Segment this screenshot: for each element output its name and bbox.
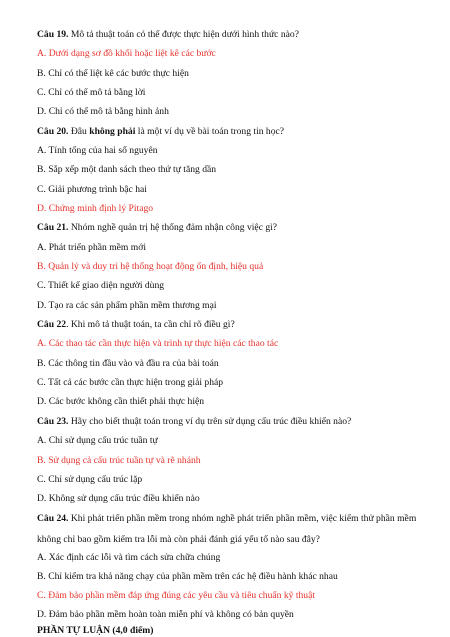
question-24-option-a: A. Xác định các lỗi và tìm cách sửa chữa chúng	[37, 552, 221, 563]
question-19-option-d: D. Chỉ có thể mô tả bằng hình ảnh	[37, 106, 169, 117]
question-24-stem: Câu 24. Khi phát triển phần mềm trong nhóm nghề phát triển phần mềm, việc kiểm thử phần mềm không chỉ bao gồm kiểm tra lỗi mà còn phải đánh giá yếu tố nào sau đây?	[37, 513, 417, 545]
question-21-option-c: C. Thiết kế giao diện người dùng	[37, 280, 165, 291]
question-22-option-d: D. Các bước không cần thiết phải thực hiện	[37, 396, 205, 407]
question-19-stem: Câu 19. Mô tả thuật toán có thể được thực hiện dưới hình thức nào?	[37, 29, 299, 40]
question-23-option-c: C. Chỉ sử dụng cấu trúc lặp	[37, 474, 143, 485]
question-22-option-a: A. Các thao tác cần thực hiện và trình tự thực hiện các thao tác	[37, 338, 279, 349]
question-20-option-d: D. Chứng minh định lý Pitago	[37, 203, 154, 214]
question-20-option-a: A. Tính tổng của hai số nguyên	[37, 145, 158, 156]
question-22-option-c: C. Tất cả các bước cần thực hiện trong giải pháp	[37, 377, 224, 388]
question-20-option-c: C. Giải phương trình bậc hai	[37, 184, 147, 195]
question-23-option-b: B. Sử dụng cả cấu trúc tuần tự và rẽ nhánh	[37, 455, 201, 466]
question-24-option-b: B. Chỉ kiểm tra khả năng chạy của phần mềm trên các hệ điều hành khác nhau	[37, 571, 338, 582]
question-22-option-b: B. Các thông tin đầu vào và đầu ra của bài toán	[37, 358, 219, 369]
question-23-option-a: A. Chỉ sử dụng cấu trúc tuần tự	[37, 435, 158, 446]
question-21-option-a: A. Phát triển phần mềm mới	[37, 242, 146, 253]
question-21-stem: Câu 21. Nhóm nghề quản trị hệ thống đảm nhận công việc gì?	[37, 222, 278, 233]
question-23-option-d: D. Không sử dụng cấu trúc điều khiển nào	[37, 493, 200, 504]
question-19-option-c: C. Chỉ có thể mô tả bằng lời	[37, 87, 146, 98]
question-19-option-a: A. Dưới dạng sơ đồ khối hoặc liệt kê các bước	[37, 48, 216, 59]
question-20-option-b: B. Sắp xếp một danh sách theo thứ tự tăng dần	[37, 164, 217, 175]
question-23-stem: Câu 23. Hãy cho biết thuật toán trong ví dụ trên sử dụng cấu trúc điều khiển nào?	[37, 416, 352, 427]
question-21-option-b: B. Quản lý và duy trì hệ thống hoạt động ổn định, hiệu quả	[37, 261, 264, 272]
question-24-option-c: C. Đảm bảo phần mềm đáp ứng đúng các yêu cầu và tiêu chuẩn kỹ thuật	[37, 590, 316, 601]
question-19-option-b: B. Chỉ có thể liệt kê các bước thực hiện	[37, 68, 189, 79]
question-22-stem: Câu 22. Khi mô tả thuật toán, ta cần chỉ rõ điều gì?	[37, 319, 235, 330]
question-24-option-d: D. Đảm bảo phần mềm hoàn toàn miễn phí và không có bản quyền	[37, 609, 294, 620]
question-21-option-d: D. Tạo ra các sản phẩm phần mềm thương mại	[37, 300, 217, 311]
question-20-stem: Câu 20. Đâu không phải là một ví dụ về bài toán trong tin học?	[37, 126, 285, 137]
section-heading-essay: PHẦN TỰ LUẬN (4,0 điểm)	[37, 625, 154, 636]
